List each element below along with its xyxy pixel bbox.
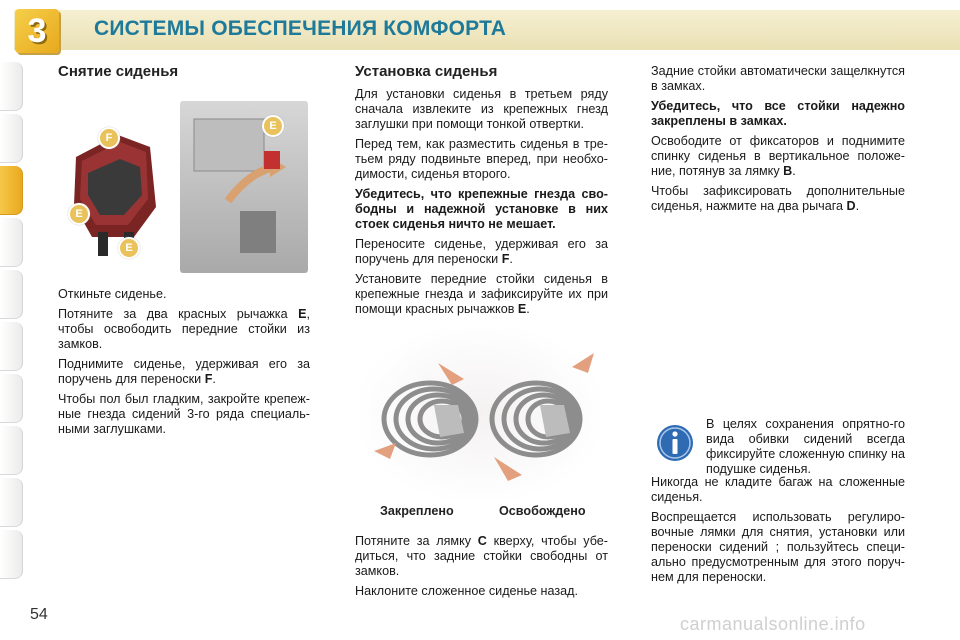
install-step-6: Наклоните сложенное сиденье назад. <box>355 584 579 598</box>
anchor-drawing <box>180 101 308 273</box>
chapter-tabs <box>0 62 26 582</box>
removal-step-4: Чтобы пол был гладким, закройте крепеж-ные гнезда сидений 3-го ряда специаль-ными заглушками. <box>58 392 310 436</box>
install-step-3: Переносите сиденье, удерживая его за поручень для переноски F. <box>355 237 608 266</box>
warning-luggage: Никогда не кладите багаж на сложенные сиденья. <box>651 475 905 504</box>
caption-released: Освобождено <box>499 504 586 518</box>
seat-anchor-illustration <box>180 101 308 273</box>
section-heading-removal: Снятие сиденья <box>58 63 179 80</box>
label-e-bottom: E <box>118 237 140 259</box>
install-step-2: Перед тем, как разместить сиденья в тре-тьем ряду подвиньте вперед, при необхо-димости, сиденья второго. <box>355 137 608 181</box>
info-note: В целях сохранения опрятно-го вида обивки сидений всегда фиксируйте сложенную спинку на подушке сиденья. <box>706 417 905 476</box>
page-number: 54 <box>30 606 48 623</box>
folded-seat-drawing <box>58 87 176 273</box>
info-icon <box>655 423 695 463</box>
section-heading-installation: Установка сиденья <box>355 63 498 80</box>
install-step-5: Потяните за лямку C кверху, чтобы убе-диться, что задние стойки свободны от замков. <box>355 534 608 578</box>
watermark: carmanualsonline.info <box>680 614 866 634</box>
chapter-badge <box>15 9 59 53</box>
column-installation <box>355 64 608 322</box>
chapter-tab-4[interactable] <box>0 218 23 267</box>
label-f: F <box>98 127 120 149</box>
final-step-1: Задние стойки автоматически защелкнутся в замках. <box>651 64 905 93</box>
chapter-tab-7[interactable] <box>0 374 23 423</box>
anchor-lock-figure <box>360 327 600 499</box>
chapter-tab-5[interactable] <box>0 270 23 319</box>
page-header <box>0 0 960 62</box>
install-step-4: Установите передние стойки сиденья в крепежные гнезда и зафиксируйте их при помощи красных рычажков E. <box>355 272 608 316</box>
locked-anchor <box>384 383 476 455</box>
removal-step-1: Откиньте сиденье. <box>58 287 167 301</box>
column-final-steps <box>651 64 905 219</box>
caption-locked: Закреплено <box>380 504 454 518</box>
column-installation-continued <box>355 534 608 604</box>
chapter-tab-8[interactable] <box>0 426 23 475</box>
label-e-right: E <box>262 115 284 137</box>
folded-seat-illustration <box>58 87 176 273</box>
column-warnings <box>651 475 905 590</box>
chapter-tab-6[interactable] <box>0 322 23 371</box>
final-step-2: Освободите от фиксаторов и поднимите спинку сиденья в вертикальное положе-ние, потянув за лямку B. <box>651 134 905 178</box>
chapter-tab-9[interactable] <box>0 478 23 527</box>
chapter-tab-2[interactable] <box>0 114 23 163</box>
label-e-left: E <box>68 203 90 225</box>
chapter-tab-1[interactable] <box>0 62 23 111</box>
install-step-1: Для установки сиденья в третьем ряду сначала извлеките из крепежных гнезд заглушки при помощи тонкой отвертки. <box>355 87 608 131</box>
anchor-lock-drawing <box>360 327 600 499</box>
removal-step-3: Поднимите сиденье, удерживая его за поручень для переноски F. <box>58 357 310 386</box>
chapter-tab-3-active[interactable] <box>0 166 23 215</box>
removal-step-2: Потяните за два красных рычажка E, чтобы освободить передние стойки из замков. <box>58 307 310 351</box>
final-step-3: Чтобы зафиксировать дополнительные сиденья, нажмите на два рычага D. <box>651 184 905 213</box>
install-warning: Убедитесь, что крепежные гнезда сво-бодны и надежной установке в них стоек сиденья ничто не мешает. <box>355 187 608 231</box>
warning-straps: Воспрещается использовать регулиро-вочные лямки для снятия, установки или переноски сидений ; пользуйтесь специ-ально предусмотренным для этого поруч-нем для переноски. <box>651 510 905 584</box>
chapter-number: 3 <box>27 11 47 50</box>
chapter-title: СИСТЕМЫ ОБЕСПЕЧЕНИЯ КОМФОРТА <box>94 17 507 40</box>
final-check: Убедитесь, что все стойки надежно закреплены в замках. <box>651 99 905 128</box>
column-removal <box>58 64 310 442</box>
seat-removal-figure <box>58 87 308 273</box>
chapter-tab-10[interactable] <box>0 530 23 579</box>
